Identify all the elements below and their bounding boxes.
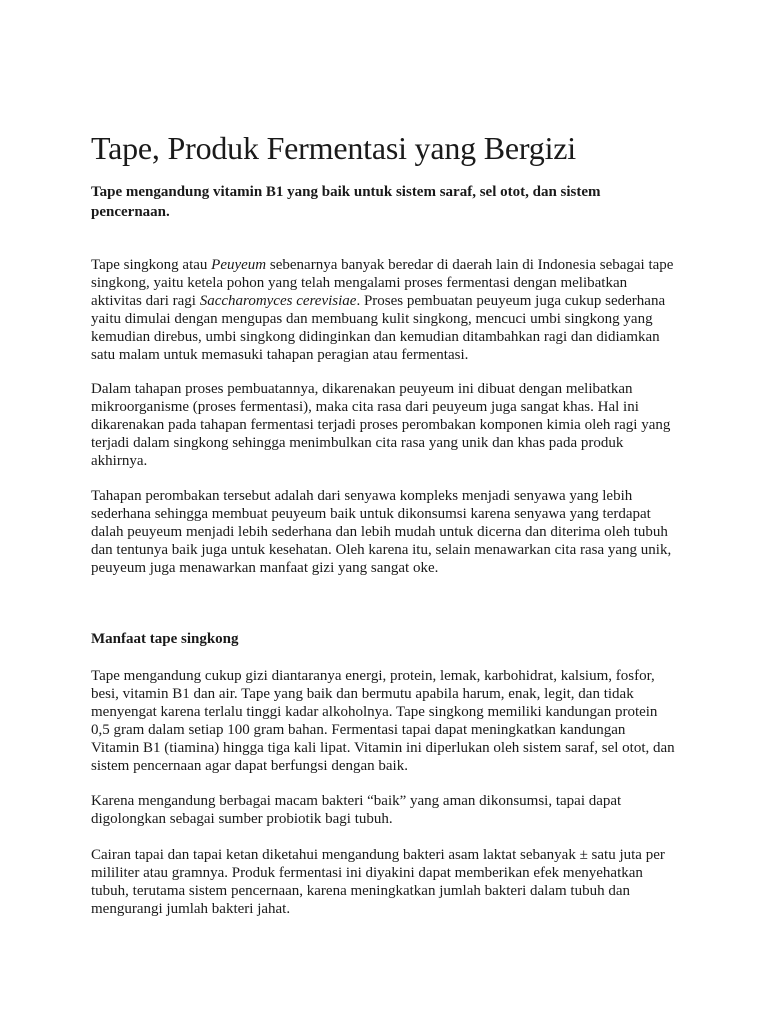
paragraph-line: satu malam untuk memasuki tahapan peragian atau fermentasi. — [91, 347, 469, 363]
paragraph-line: Tape mengandung cukup gizi diantaranya energi, protein, lemak, karbohidrat, kalsium, fosfor, — [91, 668, 655, 684]
text-run: . Proses pembuatan peuyeum juga cukup sederhana — [356, 293, 666, 309]
paragraph-line: 0,5 gram dalam setiap 100 gram bahan. Fermentasi tapai dapat meningkatkan kandungan — [91, 722, 626, 738]
paragraph-line: mengurangi jumlah bakteri jahat. — [91, 901, 291, 917]
section-heading: Manfaat tape singkong — [91, 631, 239, 647]
paragraph-line: singkong, yaitu ketela pohon yang telah mengalami proses fermentasi dengan melibatkan — [91, 275, 628, 291]
paragraph-line: sistem pencernaan agar dapat berfungsi dengan baik. — [91, 758, 408, 774]
paragraph-line: sederhana sehingga membuat peuyeum baik untuk dikonsumsi karena senyawa yang terdapat — [91, 506, 651, 522]
paragraph-line: dan tentunya baik juga untuk kesehatan. Oleh karena itu, selain menawarkan cita rasa yang unik, — [91, 542, 672, 558]
paragraph-line: mikroorganisme (proses fermentasi), maka cita rasa dari peuyeum juga sangat khas. Hal ini — [91, 399, 639, 415]
paragraph-line — [91, 256, 691, 274]
paragraph-line: menyengat karena terlalu tinggi kadar alkoholnya. Tape singkong memiliki kandungan protein — [91, 704, 658, 720]
text-run: sebenarnya banyak beredar di daerah lain di Indonesia sebagai tape — [266, 257, 674, 273]
paragraph-line: dikarenakan pada tahapan fermentasi terjadi proses perombakan komponen kimia oleh ragi yang — [91, 417, 671, 433]
paragraph-line: Dalam tahapan proses pembuatannya, dikarenakan peuyeum ini dibuat dengan melibatkan — [91, 381, 633, 397]
paragraph-line: Tahapan perombakan tersebut adalah dari senyawa kompleks menjadi senyawa yang lebih — [91, 488, 633, 504]
paragraph-line: kemudian direbus, umbi singkong didinginkan dan kemudian ditambahkan ragi dan didiamkan — [91, 329, 660, 345]
paragraph-line: besi, vitamin B1 dan air. Tape yang baik dan bermutu apabila harum, enak, legit, dan tidak — [91, 686, 634, 702]
paragraph-line: dalah peuyeum menjadi lebih sederhana dan lebih mudah untuk dicerna dan diterima oleh tubuh — [91, 524, 668, 540]
paragraph-line: terjadi dalam singkong sehingga menimbulkan cita rasa yang unik dan khas pada produk — [91, 435, 624, 451]
text-run: aktivitas dari ragi — [91, 293, 200, 309]
paragraph-1 — [91, 256, 691, 364]
paragraph-4 — [91, 667, 691, 775]
paragraph-line: mililiter atau gramnya. Produk fermentasi ini diyakini dapat memberikan efek menyehatkan — [91, 865, 643, 881]
paragraph-2 — [91, 380, 691, 470]
paragraph-line: tubuh, terutama sistem pencernaan, karena meningkatkan jumlah bakteri dalam tubuh dan — [91, 883, 630, 899]
paragraph-line: akhirnya. — [91, 453, 148, 469]
paragraph-3 — [91, 487, 691, 577]
article-subtitle: Tape mengandung vitamin B1 yang baik untuk sistem saraf, sel otot, dan sistem pencernaan. — [91, 184, 601, 220]
paragraph-line: Karena mengandung berbagai macam bakteri “baik” yang aman dikonsumsi, tapai dapat — [91, 793, 622, 809]
paragraph-line: yaitu dimulai dengan mengupas dan membuang kulit singkong, mencuci umbi singkong yang — [91, 311, 653, 327]
paragraph-6 — [91, 846, 691, 918]
text-run: Tape singkong atau — [91, 257, 212, 273]
paragraph-line: Cairan tapai dan tapai ketan diketahui mengandung bakteri asam laktat sebanyak ± satu juta per — [91, 847, 665, 863]
paragraph-line: digolongkan sebagai sumber probiotik bagi tubuh. — [91, 811, 393, 827]
paragraph-line — [91, 292, 691, 310]
article-title: Tape, Produk Fermentasi yang Bergizi — [91, 130, 576, 166]
paragraph-line: peuyeum juga menawarkan manfaat gizi yang sangat oke. — [91, 560, 439, 576]
paragraph-5 — [91, 792, 691, 828]
paragraph-line: Vitamin B1 (tiamina) hingga tiga kali lipat. Vitamin ini diperlukan oleh sistem saraf, sel otot, dan — [91, 740, 675, 756]
italic-term: Saccharomyces cerevisiae — [199, 293, 357, 309]
italic-term: Peuyeum — [211, 257, 267, 273]
